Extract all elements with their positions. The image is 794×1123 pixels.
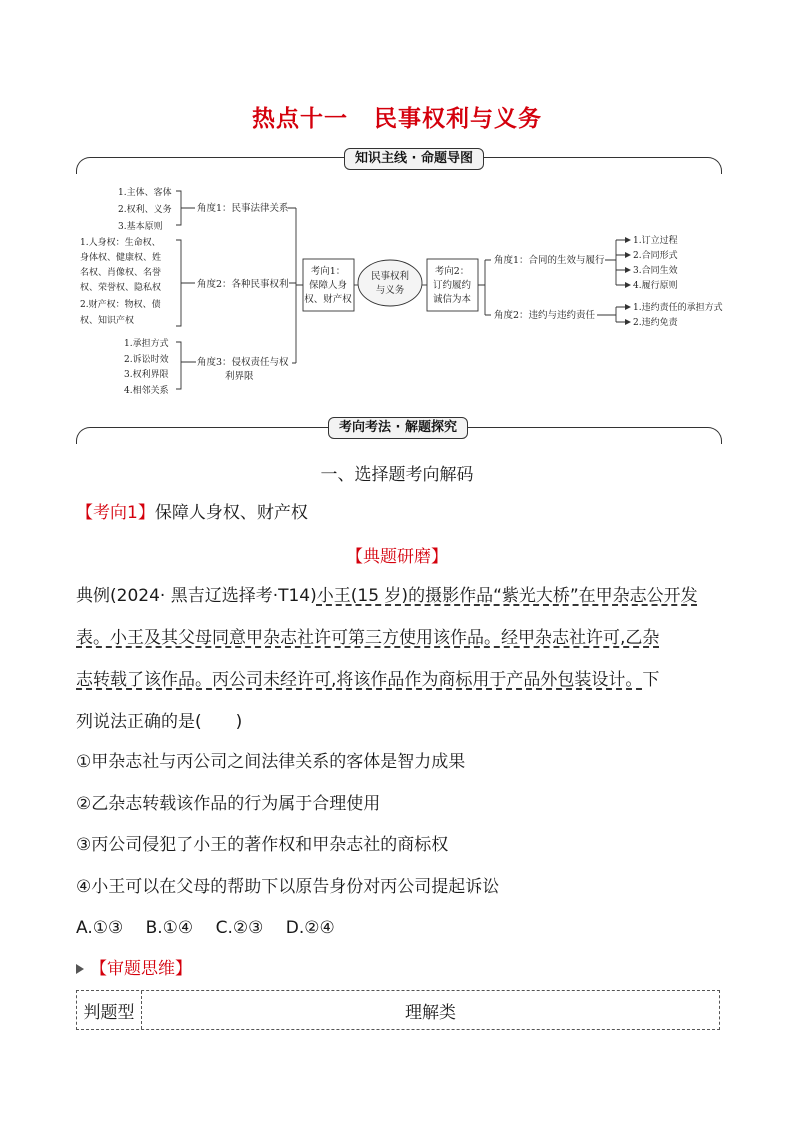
mindmap-leaf: 3.合同生效 (633, 266, 678, 276)
option-3: ③丙公司侵犯了小王的著作权和甲杂志社的商标权 (76, 835, 449, 855)
mindmap-leaf: 2.诉讼时效 (124, 355, 169, 365)
mindmap-angle-left-3b: 利界限 (225, 371, 254, 382)
section-header-method: 考向考法 · 解题探究 (328, 417, 468, 439)
direction-label: 【考向1】 (76, 503, 155, 523)
mindmap-leaf: 名权、肖像权、名誉 (80, 268, 162, 278)
mindmap-angle-right-2: 角度2：违约与违约责任 (494, 310, 596, 321)
sub-heading: 【典题研磨】 (346, 547, 448, 567)
mindmap-leaf: 1.主体、客体 (118, 188, 172, 198)
section-header-mindmap: 知识主线 · 命题导图 (344, 148, 484, 170)
mindmap-center-node (358, 260, 422, 306)
mindmap-leaf: 2.违约免责 (633, 318, 678, 328)
mindmap-leaf: 4.相邻关系 (124, 386, 169, 396)
mindmap-center-line1: 民事权利 (370, 271, 410, 282)
mindmap-leaf: 权、荣誉权、隐私权 (80, 283, 162, 293)
mindmap-angle-right-1: 角度1：合同的生效与履行 (494, 255, 605, 266)
mindmap-topic1-line3: 权、财产权 (304, 294, 352, 305)
mindmap-angle-left-3a: 角度3：侵权责任与权 (197, 357, 289, 368)
mindmap-angle-left-2: 角度2：各种民事权利 (197, 279, 289, 290)
question-line-4: 列说法正确的是( ) (76, 712, 243, 732)
mindmap-leaf: 3.基本原则 (118, 222, 163, 232)
question-text: 下 (642, 670, 660, 690)
mindmap-leaf: 2.权利、义务 (118, 205, 172, 215)
section-heading: 一、选择题考向解码 (320, 465, 474, 485)
mindmap-topic2-line1: 考向2： (434, 266, 470, 277)
mindmap-leaf: 权、知识产权 (80, 316, 135, 326)
thinking-line (76, 957, 720, 981)
direction-text: 保障人身权、财产权 (154, 503, 308, 523)
question-source: 典例(2024· 黑吉辽选择考·T14) (76, 586, 317, 606)
title-main: 民事权利与义务 (374, 106, 542, 132)
mind-map (0, 0, 794, 410)
mindmap-leaf: 1.订立过程 (633, 236, 678, 246)
mindmap-leaf: 1.承担方式 (124, 339, 169, 349)
question-line-2: 表。小王及其父母同意甲杂志社许可第三方使用该作品。经甲杂志社许可,乙杂 (76, 628, 660, 648)
mindmap-leaf: 1.人身权：生命权、 (80, 238, 161, 248)
mindmap-topic1-line2: 保障人身 (308, 280, 348, 291)
question-line-3 (76, 668, 720, 692)
option-1: ①甲杂志社与丙公司之间法律关系的客体是智力成果 (76, 752, 466, 772)
mindmap-topic2-line2: 订约履约 (432, 280, 472, 291)
question-line-1 (76, 584, 720, 608)
question-text-underlined: 小王(15 岁)的摄影作品“紫光大桥”在甲杂志公开发 (316, 586, 698, 606)
mindmap-leaf: 2.财产权：物权、债 (80, 300, 161, 310)
answer-choices: A.①③ B.①④ C.②③ D.②④ (76, 918, 335, 938)
title-prefix: 热点十一 (252, 106, 348, 132)
analysis-table (76, 990, 720, 1030)
option-2: ②乙杂志转载该作品的行为属于合理使用 (76, 794, 381, 814)
mindmap-topic2-line3: 诚信为本 (432, 294, 472, 305)
table-cell-type-value: 理解类 (405, 1002, 456, 1023)
mindmap-topic1-line1: 考向1： (310, 266, 346, 277)
question-text-underlined: 志转载了该作品。丙公司未经许可,将该作品作为商标用于产品外包装设计。 (76, 670, 643, 690)
mindmap-leaf: 3.权利界限 (124, 370, 169, 380)
direction-line (76, 501, 720, 525)
mindmap-center-line2: 与义务 (375, 285, 405, 296)
mindmap-leaf: 4.履行原则 (633, 281, 678, 291)
triangle-right-icon (76, 964, 84, 974)
mindmap-leaf: 1.违约责任的承担方式 (633, 303, 723, 313)
table-cell-type-label: 判题型 (77, 991, 142, 1029)
mindmap-leaf: 2.合同形式 (633, 251, 678, 261)
mindmap-angle-left-1: 角度1：民事法律关系 (197, 203, 289, 214)
thinking-label: 【审题思维】 (90, 959, 192, 979)
mindmap-leaf: 身体权、健康权、姓 (80, 253, 162, 263)
option-4: ④小王可以在父母的帮助下以原告身份对丙公司提起诉讼 (76, 877, 500, 897)
